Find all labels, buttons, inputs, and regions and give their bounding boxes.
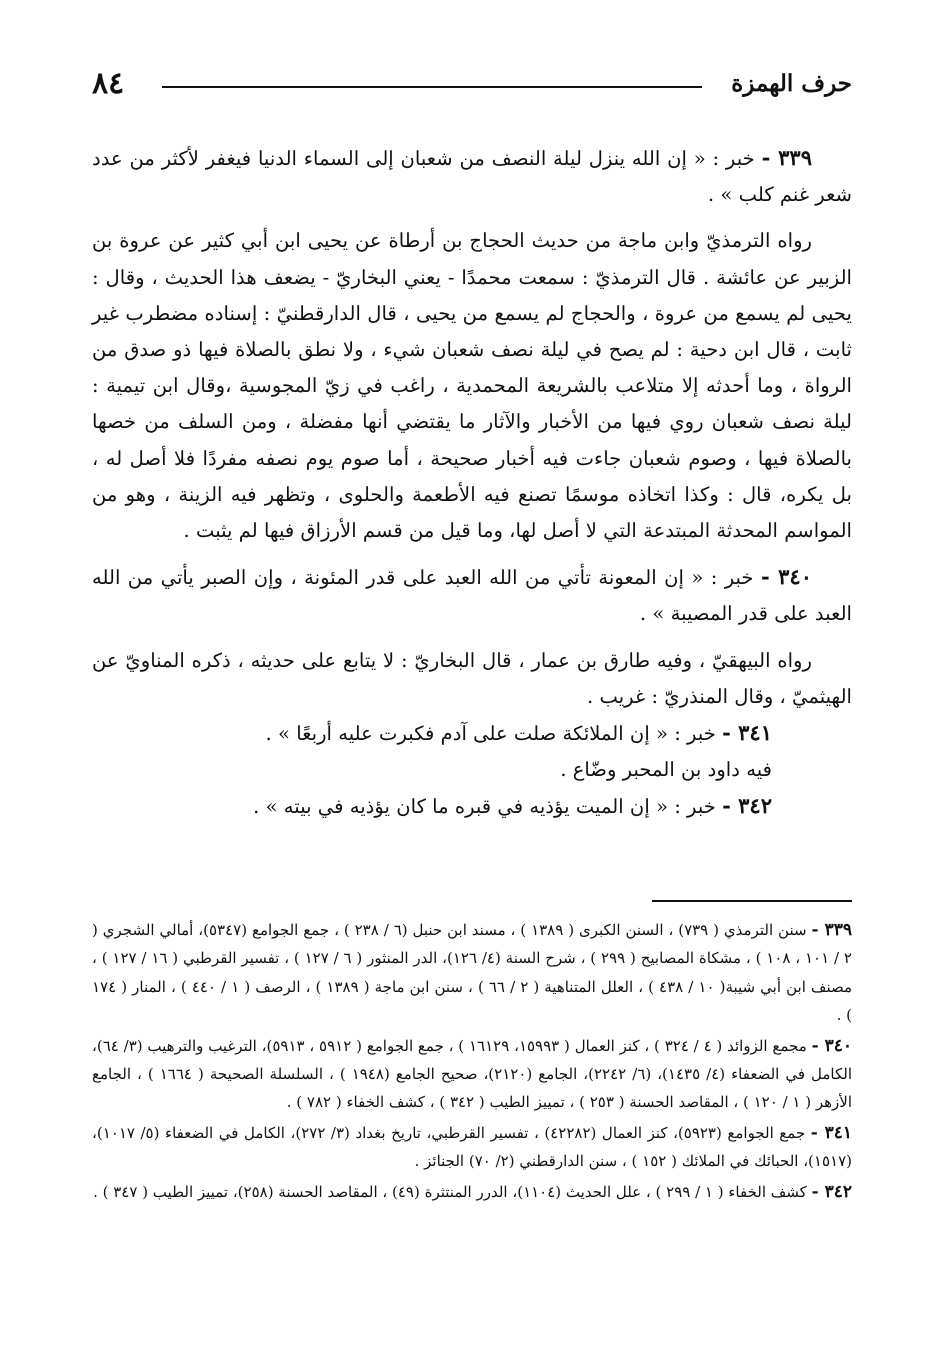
header-rule [162,86,702,88]
hadith-339 [92,140,852,213]
hadith-text: خبر : « إن الميت يؤذيه في قبره ما كان يؤذيه في بيته » . [253,795,716,819]
footnote-341 [92,1119,852,1176]
commentary-340: رواه البيهقيّ ، وفيه طارق بن عمار ، قال البخاريّ : لا يتابع على حديثه ، ذكره المناويّ عن الهيثميّ ، وقال المنذريّ : غريب . [92,648,852,708]
footnote-number: ٣٣٩ - [811,920,852,940]
hadith-number: ٣٣٩ - [761,145,812,170]
book-page [92,64,852,1304]
hadith-340 [92,559,852,632]
hadith-number: ٣٤٠ - [760,564,812,590]
hadith-341 [92,715,852,752]
hadith-342 [92,788,852,825]
hadith-text: خبر : « إن المعونة تأتي من الله العبد على قدر المئونة ، وإن الصبر يأتي من الله العبد على قدر المصيبة » . [92,566,852,626]
commentary-341: فيه داود بن المحبر وضّاع . [560,758,772,782]
footnote-number: ٣٤٠ - [811,1035,853,1056]
footnote-340 [92,1032,852,1117]
hadith-text: خبر : « إن الملائكة صلت على آدم فكبرت عليه أربعًا » . [265,722,716,746]
page-number: ٨٤ [92,66,125,101]
footnote-text: مجمع الزوائد ( ٤ / ٣٢٤ ) ، كنز العمال ( ١٥٩٩٣، ١٦١٢٩ ) ، جمع الجوامع ( ٥٩١٢ ، ٥٩١٣)، الترغيب والترهيب (٣/ ٦٤)، الكامل في الضعفاء (٤/ ١٤٣٥)، (٦/ ٢٢٤٢)، الجامع (٢١٢٠)، صحيح الجامع (١٩٤٨ ) ، السلسلة الصحيحة ( ١٦٦٤ ) ، الجامع الأزهر ( ١ / ١٢٠ ) ، المقاصد الحسنة ( ٢٥٣ ) ، تمييز الطيب ( ٣٤٢ ) ، كشف الخفاء ( ٧٨٢ ) . [92,1036,852,1112]
footnote-339 [92,916,852,1030]
footnote-separator [652,900,852,902]
footnotes [92,916,852,1208]
footnote-text: جمع الجوامع (٥٩٢٣)، كنز العمال (٤٢٢٨٢) ، تفسير القرطبي، تاريخ بغداد (٣/ ٢٧٢)، الكامل في الضعفاء (٥/ ١٠١٧)، (١٥١٧)، الحبائك في الملائك ( ١٥٢ ) ، سنن الدارقطني (٢/ ٧٠) الجنائز . [92,1123,852,1171]
footnote-text: كشف الخفاء ( ١ / ٢٩٩ ) ، علل الحديث (١١٠٤)، الدرر المنتثرة (٤٩) ، المقاصد الحسنة (٢٥٨)، تمييز الطيب ( ٣٤٧ ) . [93,1182,807,1201]
chapter-title: حرف الهمزة [731,70,852,97]
main-text [92,140,852,826]
footnote-number: ٣٤١ - [810,1122,852,1143]
hadith-number: ٣٤١ - [722,720,772,746]
footnote-text: سنن الترمذي ( ٧٣٩) ، السنن الكبرى ( ١٣٨٩ ) ، مسند ابن حنبل (٦ / ٢٣٨ ) ، جمع الجوامع (٥٣٤٧)، أمالي الشجري ( ٢ / ١٠١ ، ١٠٨ ) ، مشكاة المصابيح ( ٢٩٩ ) ، شرح السنة (٤/ ١٢٦)، الدر المنثور ( ٦ / ١٢٧ ) ، تفسير القرطبي ( ١٦ / ١٢٧ ) ، مصنف ابن أبي شيبة( ١٠ / ٤٣٨ ) ، العلل المتناهية ( ٢ / ٦٦ ) ، سنن ابن ماجة ( ١٣٨٩ ) ، الرصف ( ١ / ٤٤٠ ) ، المنار ( ١٧٤ ) . [92,921,853,1025]
commentary-339: رواه الترمذيّ وابن ماجة من حديث الحجاج بن أرطاة عن يحيى ابن أبي كثير عن عروة بن الزبير عن عائشة . قال الترمذيّ : سمعت محمدًا - يعني البخاريّ - يضعف هذا الحديث ، وقال : يحيى لم يسمع من عروة ، والحجاج لم يسمع من يحيى ، قال الدارقطنيّ : إسناده مضطرب غير ثابت ، قال ابن دحية : لم يصح في ليلة نصف شعبان شيء ، ولا نطق بالصلاة فيها ذو صدق من الرواة ، وما أحدثه إلا متلاعب بالشريعة المحمدية ، راغب في زيّ المجوسية ،وقال ابن تيمية : ليلة نصف شعبان روي فيها من الأخبار والآثار ما يقتضي أنها مفضلة ، ومن السلف من خصها بالصلاة فيها ، وصوم شعبان جاءت فيه أخبار صحيحة ، أما صوم يوم نصفه مفردًا فلا أصل له ، بل يكره، قال : وكذا اتخاذه موسمًا تصنع فيه الأطعمة والحلوى ، وتظهر فيه الزينة ، وهو من المواسم المحدثة المبتدعة التي لا أصل لها، وما قيل من قسم الأرزاق فيها لم يثبت . [92,229,852,543]
hadith-number: ٣٤٢ - [722,793,772,819]
footnote-number: ٣٤٢ - [811,1181,852,1202]
hadith-text: خبر : « إن الله ينزل ليلة النصف من شعبان إلى السماء الدنيا فيغفر لأكثر من عدد شعر غنم كلب » . [92,147,852,207]
footnote-342 [92,1178,852,1206]
page-header [92,64,852,101]
